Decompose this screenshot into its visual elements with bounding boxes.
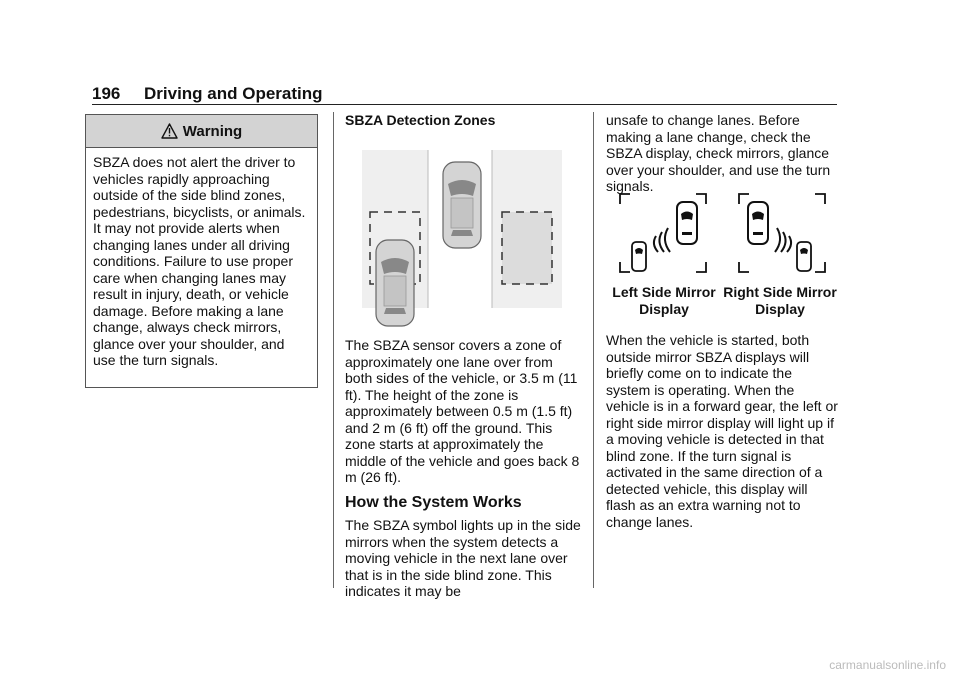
sbza-car-icon-small [632,242,646,271]
column-3-body [606,332,838,530]
page-title: Driving and Operating [144,84,323,103]
page-number: 196 [92,84,121,103]
corner-bracket [620,194,630,204]
corner-bracket [815,194,825,204]
corner-bracket [739,262,749,272]
sbza-car-icon-large [748,202,768,244]
right-mirror-display [737,192,829,274]
column-3-top [606,112,838,195]
warning-text: SBZA does not alert the driver to vehicles rapidly approaching outside of the side blind zones, pedestrians, bicyclists, or animals. It may not provide alerts when changing lanes under all driving conditions. Failure to use proper care when changing lanes may result in injury, death, or vehicle damage. Before making a lane change, always check mirrors, glance over your shoulder, and use the turn signals. [93,154,306,368]
corner-bracket [696,262,706,272]
detection-zones-subheading: SBZA Detection Zones [345,112,496,128]
warning-triangle-icon [161,123,178,139]
center-vehicle [443,162,481,248]
corner-bracket [620,262,630,272]
lane-change-paragraph: unsafe to change lanes. Before making a lane change, check the SBZA display, check mirrors, glance over your shoulder, and use the turn signals. [606,112,831,194]
right-detection-zone [502,212,552,284]
left-vehicle [376,240,414,326]
header-rule [92,104,837,105]
footer-watermark: carmanualsonline.info [829,658,946,672]
left-mirror-display [618,192,710,274]
how-system-works-heading: How the System Works [345,493,522,511]
column-2-top [345,112,583,129]
signal-wave-icon [775,228,791,252]
corner-bracket [739,194,749,204]
caption-right-mirror: Right Side Mirror Display [723,284,837,317]
caption-left-mirror: Left Side Mirror Display [612,284,716,317]
corner-bracket [815,262,825,272]
warning-header [86,115,317,148]
page-header [92,84,323,104]
column-2-body [345,337,583,600]
system-works-paragraph: The SBZA symbol lights up in the side mirrors when the system detects a moving vehicle in the next lane over that is in the side blind zone. This indicates it may be [345,517,581,599]
display-behavior-paragraph: When the vehicle is started, both outside mirror SBZA displays will briefly come on to indicate the system is operating. When the vehicle is in a forward gear, the left or right side mirror display will light up if a moving vehicle is detected in that blind zone. If the turn signal is activated in the same direction of a detected vehicle, this display will flash as an extra warning not to change lanes. [606,332,838,530]
column-divider-2 [593,112,594,588]
warning-label: Warning [182,122,243,140]
signal-wave-icon [654,228,670,252]
warning-box [85,114,318,388]
sbza-car-icon-large [677,202,697,244]
sensor-coverage-paragraph: The SBZA sensor covers a zone of approximately one lane over from both sides of the vehicle, or 3.5 m (11 ft). The height of the zone is approximately between 0.5 m (1.5 ft) and 2 m (6 ft) off the ground. This zone starts at approximately the middle of the vehicle and goes back 8 m (26 ft). [345,337,580,485]
detection-zones-diagram [362,150,562,330]
column-divider-1 [333,112,334,588]
corner-bracket [696,194,706,204]
sbza-car-icon-small [797,242,811,271]
